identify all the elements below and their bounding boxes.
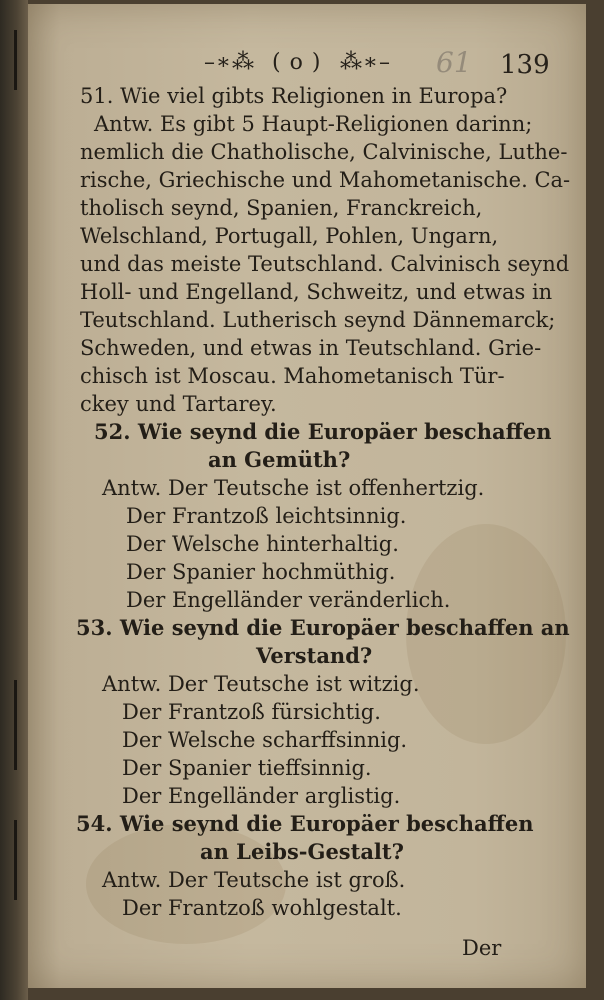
- pencil-annotation: 61: [436, 46, 472, 79]
- question-52-line: an Gemüth?: [208, 447, 351, 472]
- answer-line: Der Frantzoß leichtsinnig.: [126, 504, 407, 528]
- answer-line: Der Welsche scharffsinnig.: [122, 728, 408, 752]
- answer-line: Der Welsche hinterhaltig.: [126, 532, 399, 556]
- page-header: [0, 44, 604, 84]
- header-ornament-left: –∗⁂: [204, 50, 255, 75]
- question-53-line: Verstand?: [256, 643, 373, 668]
- answer-line: Der Spanier hochmüthig.: [126, 560, 396, 584]
- binding-thread: [14, 680, 17, 770]
- text-line: 51. Wie viel gibts Religionen in Europa?: [80, 84, 508, 108]
- text-line: Holl- und Engelland, Schweitz, und etwas in: [80, 280, 553, 304]
- answer-line: Antw. Der Teutsche ist groß.: [102, 868, 406, 892]
- catchword: Der: [462, 936, 502, 960]
- header-ornament-right: ⁂∗–: [340, 50, 391, 75]
- answer-line: Der Frantzoß fürsichtig.: [122, 700, 381, 724]
- text-line: Schweden, und etwas in Teutschland. Grie-: [80, 336, 542, 360]
- text-line: Welschland, Portugall, Pohlen, Ungarn,: [80, 224, 499, 248]
- answer-line: Antw. Der Teutsche ist offenhertzig.: [102, 476, 485, 500]
- text-line: tholisch seynd, Spanien, Franckreich,: [80, 196, 483, 220]
- binding-thread: [14, 820, 17, 900]
- answer-line: Der Engelländer arglistig.: [122, 784, 401, 808]
- header-center-mark: ( o ): [272, 50, 322, 75]
- text-line: Teutschland. Lutherisch seynd Dännemarck;: [80, 308, 556, 332]
- question-52-line: 52. Wie seynd die Europäer beschaffen: [94, 419, 552, 444]
- answer-line: Der Frantzoß wohlgestalt.: [122, 896, 402, 920]
- text-line: und das meiste Teutschland. Calvinisch seynd: [80, 252, 570, 276]
- text-line: Antw. Es gibt 5 Haupt-Religionen darinn;: [94, 112, 533, 136]
- book-binding: [0, 0, 28, 1000]
- text-line: rische, Griechische und Mahometanische. Ca-: [80, 168, 571, 192]
- text-line: chisch ist Moscau. Mahometanisch Tür-: [80, 364, 505, 388]
- question-53-line: 53. Wie seynd die Europäer beschaffen an: [76, 615, 570, 640]
- page-number: 139: [500, 50, 550, 80]
- answer-line: Antw. Der Teutsche ist witzig.: [102, 672, 420, 696]
- answer-line: Der Spanier tieffsinnig.: [122, 756, 372, 780]
- text-line: nemlich die Chatholische, Calvinische, Luthe-: [80, 140, 568, 164]
- text-line: ckey und Tartarey.: [80, 392, 277, 416]
- question-54-line: an Leibs-Gestalt?: [200, 839, 404, 864]
- answer-line: Der Engelländer veränderlich.: [126, 588, 451, 612]
- question-54-line: 54. Wie seynd die Europäer beschaffen: [76, 811, 534, 836]
